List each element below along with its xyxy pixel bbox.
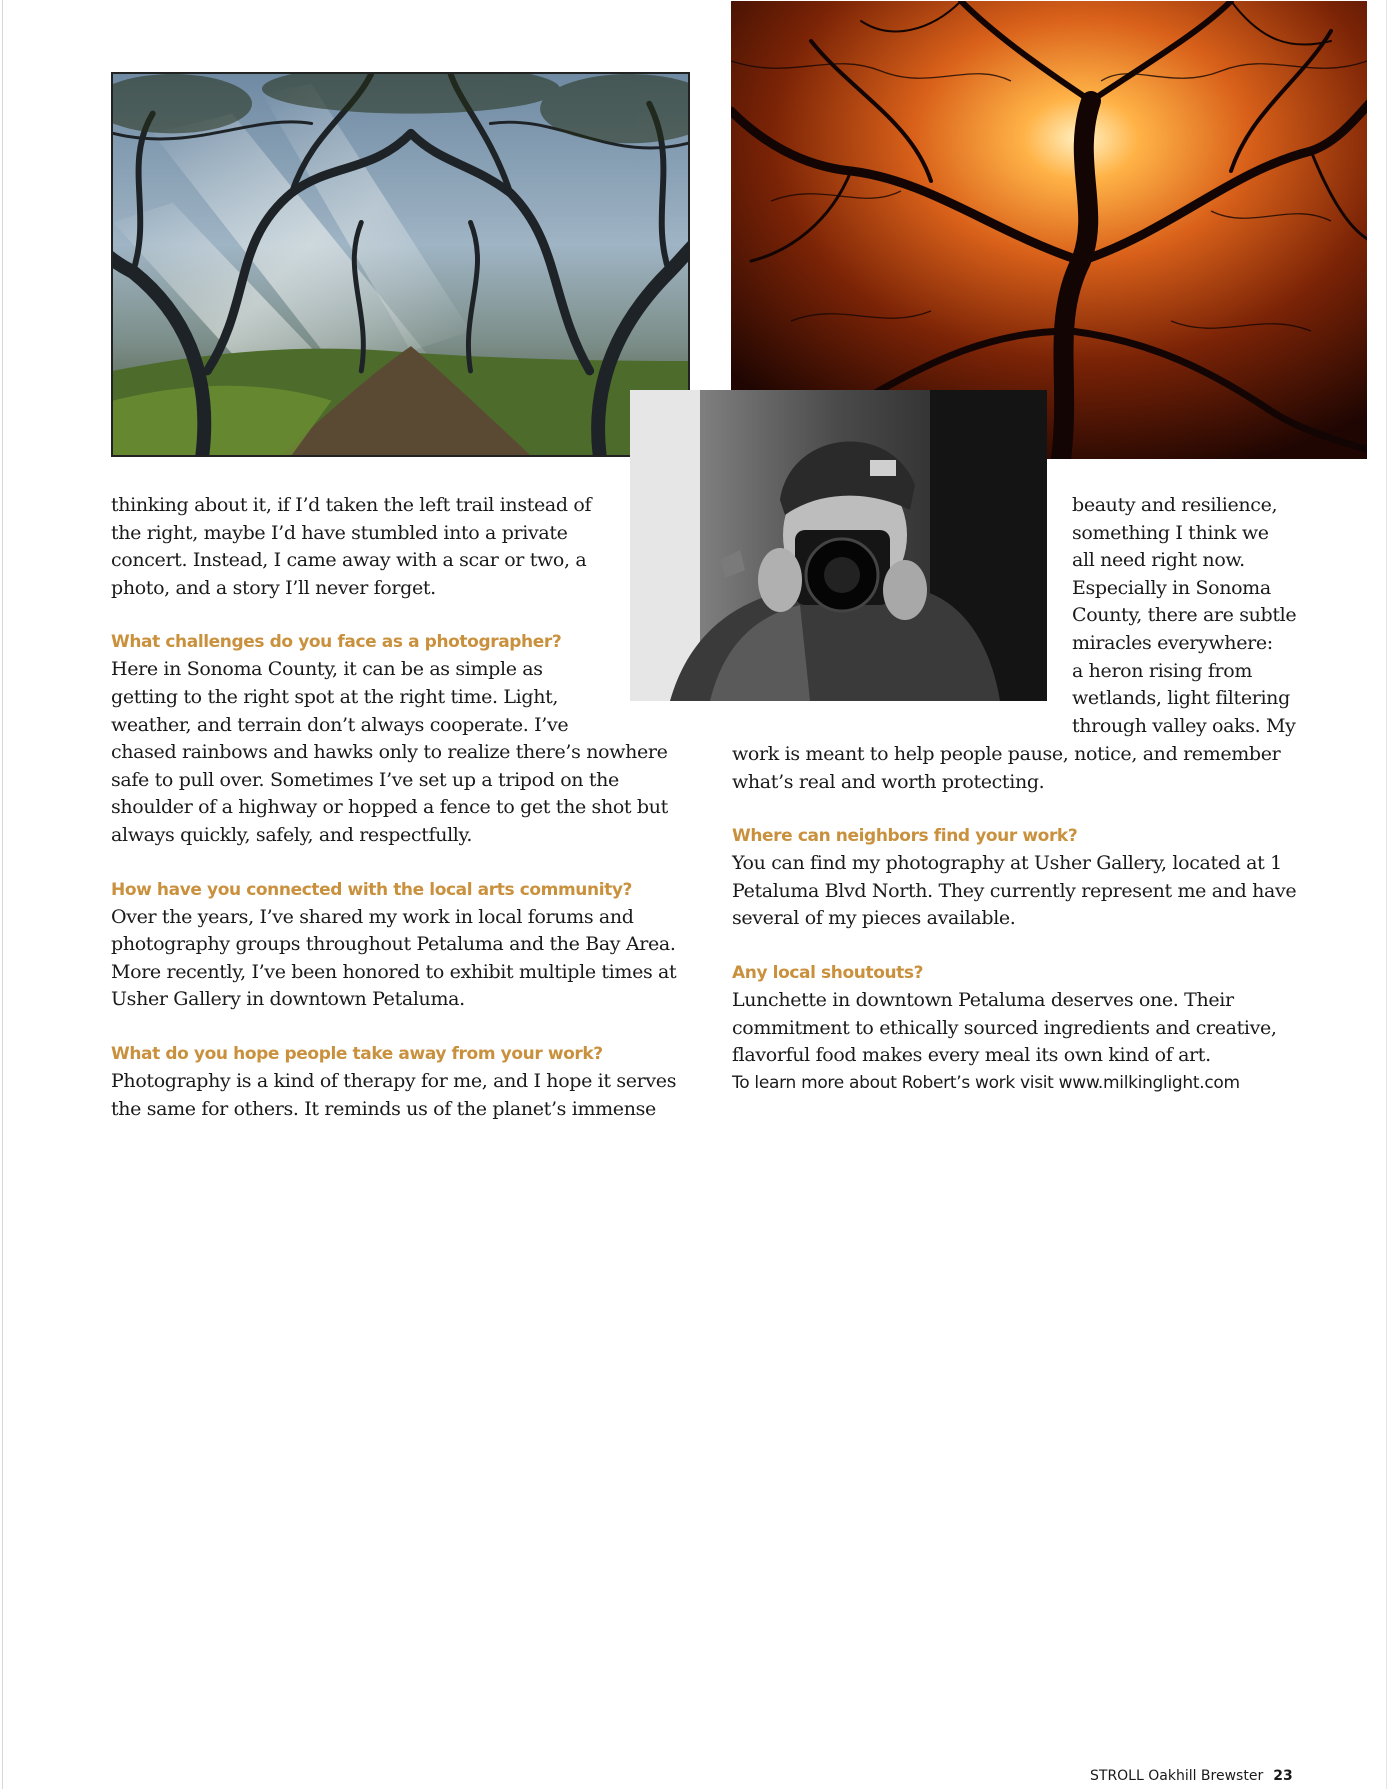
wrap-line: miracles everywhere: — [1072, 631, 1273, 654]
answer-line: Usher Gallery in downtown Petaluma. — [111, 988, 465, 1011]
answer-line: getting to the right spot at the right time. Light, — [111, 685, 559, 708]
answer-line: flavorful food makes every meal its own kind of art. — [732, 1044, 1211, 1067]
left-column — [111, 492, 691, 1123]
photographer-portrait-photo — [630, 390, 1047, 701]
wrap-line: through valley oaks. My — [1072, 714, 1296, 737]
continuation-line: work is meant to help people pause, notice, and remember — [732, 743, 1281, 765]
answer-line: Here in Sonoma County, it can be as simple as — [111, 658, 543, 681]
answer-line: photography groups throughout Petaluma and the Bay Area. — [111, 933, 676, 956]
answer-line: Over the years, I’ve shared my work in local forums and — [111, 905, 634, 928]
answer-line: Petaluma Blvd North. They currently represent me and have — [732, 879, 1297, 902]
wrap-line: beauty and resilience, — [1072, 494, 1278, 516]
answer-line: commitment to ethically sourced ingredients and creative, — [732, 1016, 1277, 1039]
answer-line: You can find my photography at Usher Gallery, located at 1 — [732, 852, 1282, 875]
takeaway-continuation — [1072, 492, 1332, 740]
intro-line: concert. Instead, I came away with a scar or two, a — [111, 549, 587, 572]
answer-challenges — [111, 656, 691, 849]
page-edge — [2, 0, 3, 1789]
page-footer — [1090, 1768, 1293, 1784]
question-arts-community: How have you connected with the local arts community? — [111, 879, 632, 900]
publication-name: STROLL Oakhill Brewster — [1090, 1768, 1264, 1784]
forest-photo-image — [113, 74, 688, 455]
answer-takeaway — [111, 1068, 691, 1123]
answer-line: More recently, I’ve been honored to exhibit multiple times at — [111, 960, 677, 983]
intro-line: the right, maybe I’d have stumbled into a private — [111, 521, 568, 544]
page-number: 23 — [1273, 1768, 1293, 1784]
intro-line: photo, and a story I’ll never forget. — [111, 576, 436, 599]
question-challenges: What challenges do you face as a photographer? — [111, 632, 562, 653]
wrap-line: Especially in Sonoma — [1072, 576, 1271, 599]
photographer-portrait-image — [630, 390, 1047, 701]
question-takeaway: What do you hope people take away from your work? — [111, 1043, 603, 1064]
right-column — [732, 741, 1332, 1097]
answer-line: weather, and terrain don’t always cooperate. I’ve — [111, 713, 569, 736]
website-cta: To learn more about Robert’s work visit www.milkinglight.com — [732, 1072, 1240, 1093]
answer-shoutouts — [732, 987, 1332, 1070]
intro-line: thinking about it, if I’d taken the left trail instead of — [111, 494, 592, 516]
wrap-line: a heron rising from — [1072, 659, 1252, 682]
wrap-line: wetlands, light filtering — [1072, 687, 1290, 710]
answer-line: chased rainbows and hawks only to realize there’s nowhere — [111, 741, 668, 764]
answer-arts-community — [111, 904, 691, 1014]
continuation-line: what’s real and worth protecting. — [732, 770, 1045, 793]
answer-line: safe to pull over. Sometimes I’ve set up a tripod on the — [111, 768, 619, 791]
right-column-wrap — [1072, 492, 1332, 740]
forest-photo — [111, 72, 690, 457]
wrap-line: something I think we — [1072, 521, 1269, 544]
intro-paragraph — [111, 492, 691, 602]
answer-line: the same for others. It reminds us of the planet’s immense — [111, 1097, 656, 1120]
wrap-line: all need right now. — [1072, 549, 1245, 572]
question-shoutouts: Any local shoutouts? — [732, 962, 924, 983]
takeaway-end — [732, 741, 1332, 796]
answer-line: Lunchette in downtown Petaluma deserves one. Their — [732, 988, 1234, 1011]
answer-line: several of my pieces available. — [732, 907, 1016, 930]
question-find-work: Where can neighbors find your work? — [732, 826, 1078, 847]
answer-line: shoulder of a highway or hopped a fence to get the shot but — [111, 796, 668, 819]
answer-line: Photography is a kind of therapy for me, and I hope it serves — [111, 1069, 677, 1092]
answer-find-work — [732, 850, 1332, 933]
answer-line: always quickly, safely, and respectfully. — [111, 823, 473, 846]
wrap-line: County, there are subtle — [1072, 604, 1297, 627]
